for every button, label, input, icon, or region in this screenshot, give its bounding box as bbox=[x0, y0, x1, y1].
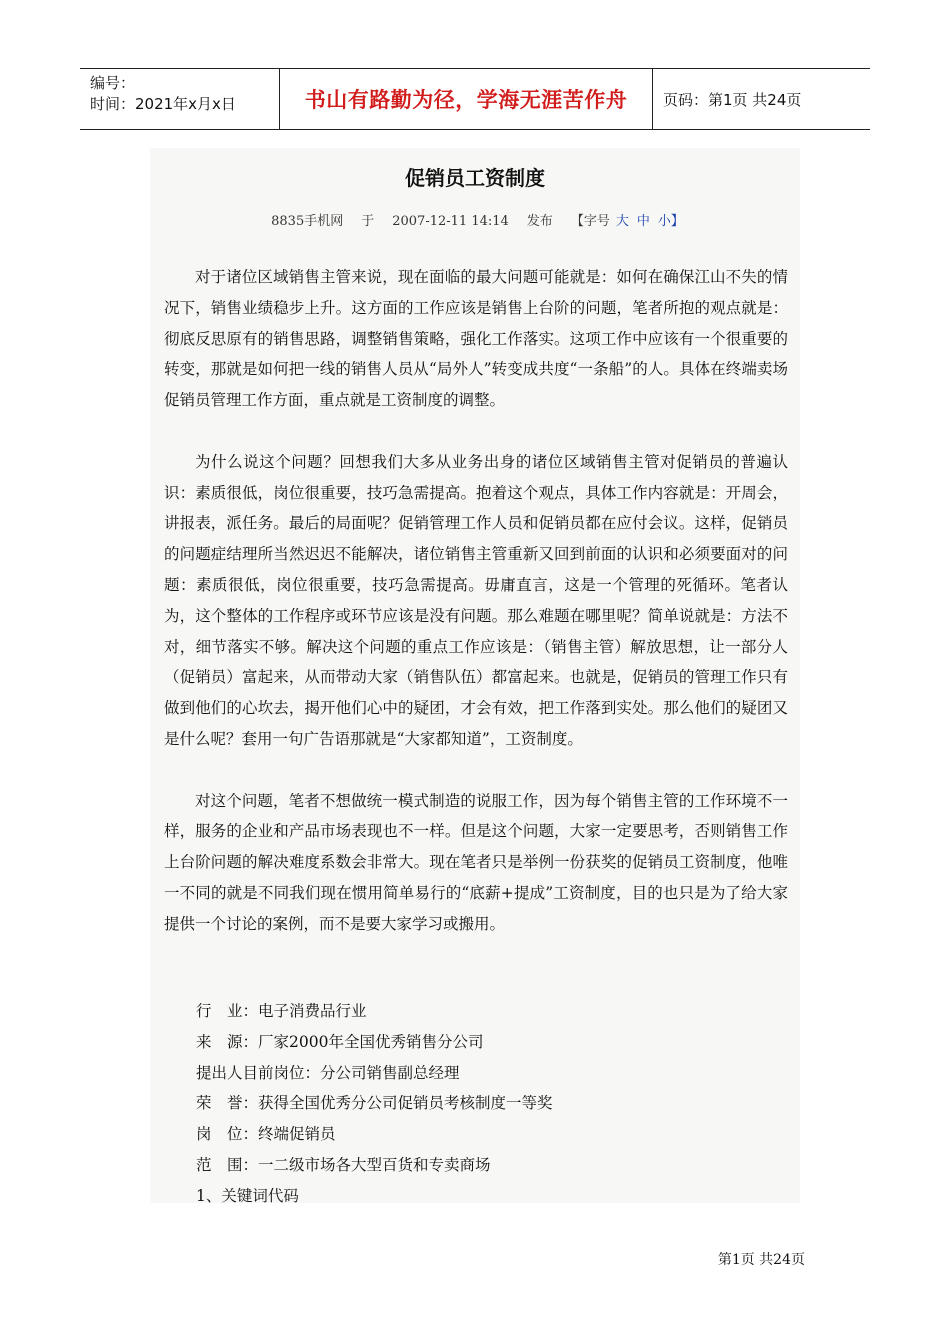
article-meta bbox=[150, 210, 800, 229]
header-motto-cell bbox=[280, 69, 653, 129]
section-heading-keywords: 1、关键词代码 bbox=[196, 1186, 299, 1205]
article-paragraph: 对这个问题，笔者不想做统一模式制造的说服工作，因为每个销售主管的工作环境不一样，服务的企业和产品市场表现也不一样。但是这个问题，大家一定要思考，否则销售工作上台阶问题的解决难度系数会非常大。现在笔者只是举例一份获奖的促销员工资制度，他唯一不同的就是不同我们现在惯用简单易行的“底薪+提成”工资制度，目的也只是为了给大家提供一个讨论的案例，而不是要大家学习或搬用。 bbox=[164, 791, 788, 933]
page-footer: 第1页 共24页 bbox=[717, 1252, 805, 1268]
article-title: 促销员工资制度 bbox=[405, 166, 545, 190]
document-header bbox=[80, 68, 870, 130]
info-item-honor: 荣 誉：获得全国优秀分公司促销员考核制度一等奖 bbox=[196, 1094, 553, 1113]
article-paragraph: 对于诸位区域销售主管来说，现在面临的最大问题可能就是：如何在确保江山不失的情况下，销售业绩稳步上升。这方面的工作应该是销售上台阶的问题，笔者所抱的观点就是：彻底反思原有的销售思路，调整销售策略，强化工作落实。这项工作中应该有一个很重要的转变，那就是如何把一线的销售人员从“局外人”转变成共度“一条船”的人。具体在终端卖场促销员管理工作方面，重点就是工资制度的调整。 bbox=[164, 268, 788, 410]
article-published: 发布 bbox=[526, 214, 553, 229]
info-item-post: 岗 位：终端促销员 bbox=[196, 1125, 336, 1144]
article-source: 8835手机网 bbox=[271, 214, 344, 229]
info-list bbox=[196, 996, 553, 1212]
info-item-source: 来 源：厂家2000年全国优秀销售分公司 bbox=[196, 1032, 484, 1051]
article-paragraph: 为什么说这个问题？回想我们大多从业务出身的诸位区域销售主管对促销员的普遍认识：素质很低，岗位很重要，技巧急需提高。抱着这个观点，具体工作内容就是：开周会，讲报表，派任务。最后的局面呢？促销管理工作人员和促销员都在应付会议。这样，促销员的问题症结理所当然迟迟不能解决，诸位销售主管重新又回到前面的认识和必须要面对的问题：素质很低，岗位很重要，技巧急需提高。毋庸直言，这是一个管理的死循环。笔者认为，这个整体的工作程序或环节应该是没有问题。那么难题在哪里呢？简单说就是：方法不对，细节落实不够。解决这个问题的重点工作应该是：（销售主管）解放思想，让一部分人（促销员）富起来，从而带动大家（销售队伍）都富起来。也就是，促销员的管理工作只有做到他们的心坎去，揭开他们心中的疑团，才会有效，把工作落到实处。那么他们的疑团又是什么呢？套用一句广告语那就是“大家都知道”，工资制度。 bbox=[164, 452, 788, 748]
article-body bbox=[164, 262, 788, 970]
font-size-medium-link[interactable]: 中 bbox=[636, 214, 650, 229]
header-motto: 书山有路勤为径，学海无涯苦作舟 bbox=[304, 88, 628, 112]
font-size-small-link[interactable]: 小】 bbox=[657, 214, 684, 229]
article-at: 于 bbox=[361, 214, 375, 229]
info-item-industry: 行 业：电子消费品行业 bbox=[196, 1002, 367, 1020]
info-item-scope: 范 围：一二级市场各大型百货和专卖商场 bbox=[196, 1155, 491, 1174]
header-page-cell bbox=[653, 69, 870, 129]
article-panel bbox=[150, 148, 800, 1203]
info-item-position-proposer: 提出人目前岗位：分公司销售副总经理 bbox=[196, 1063, 460, 1082]
header-left-cell bbox=[80, 69, 280, 129]
font-size-label: 【字号 bbox=[570, 214, 610, 229]
header-page-info: 页码：第1页 共24页 bbox=[663, 90, 802, 109]
article-datetime: 2007-12-11 14:14 bbox=[392, 214, 509, 229]
font-size-large-link[interactable]: 大 bbox=[615, 214, 629, 229]
document-number-label: 编号： bbox=[90, 74, 136, 92]
document-time-label: 时间：2021年x月x日 bbox=[90, 95, 236, 113]
